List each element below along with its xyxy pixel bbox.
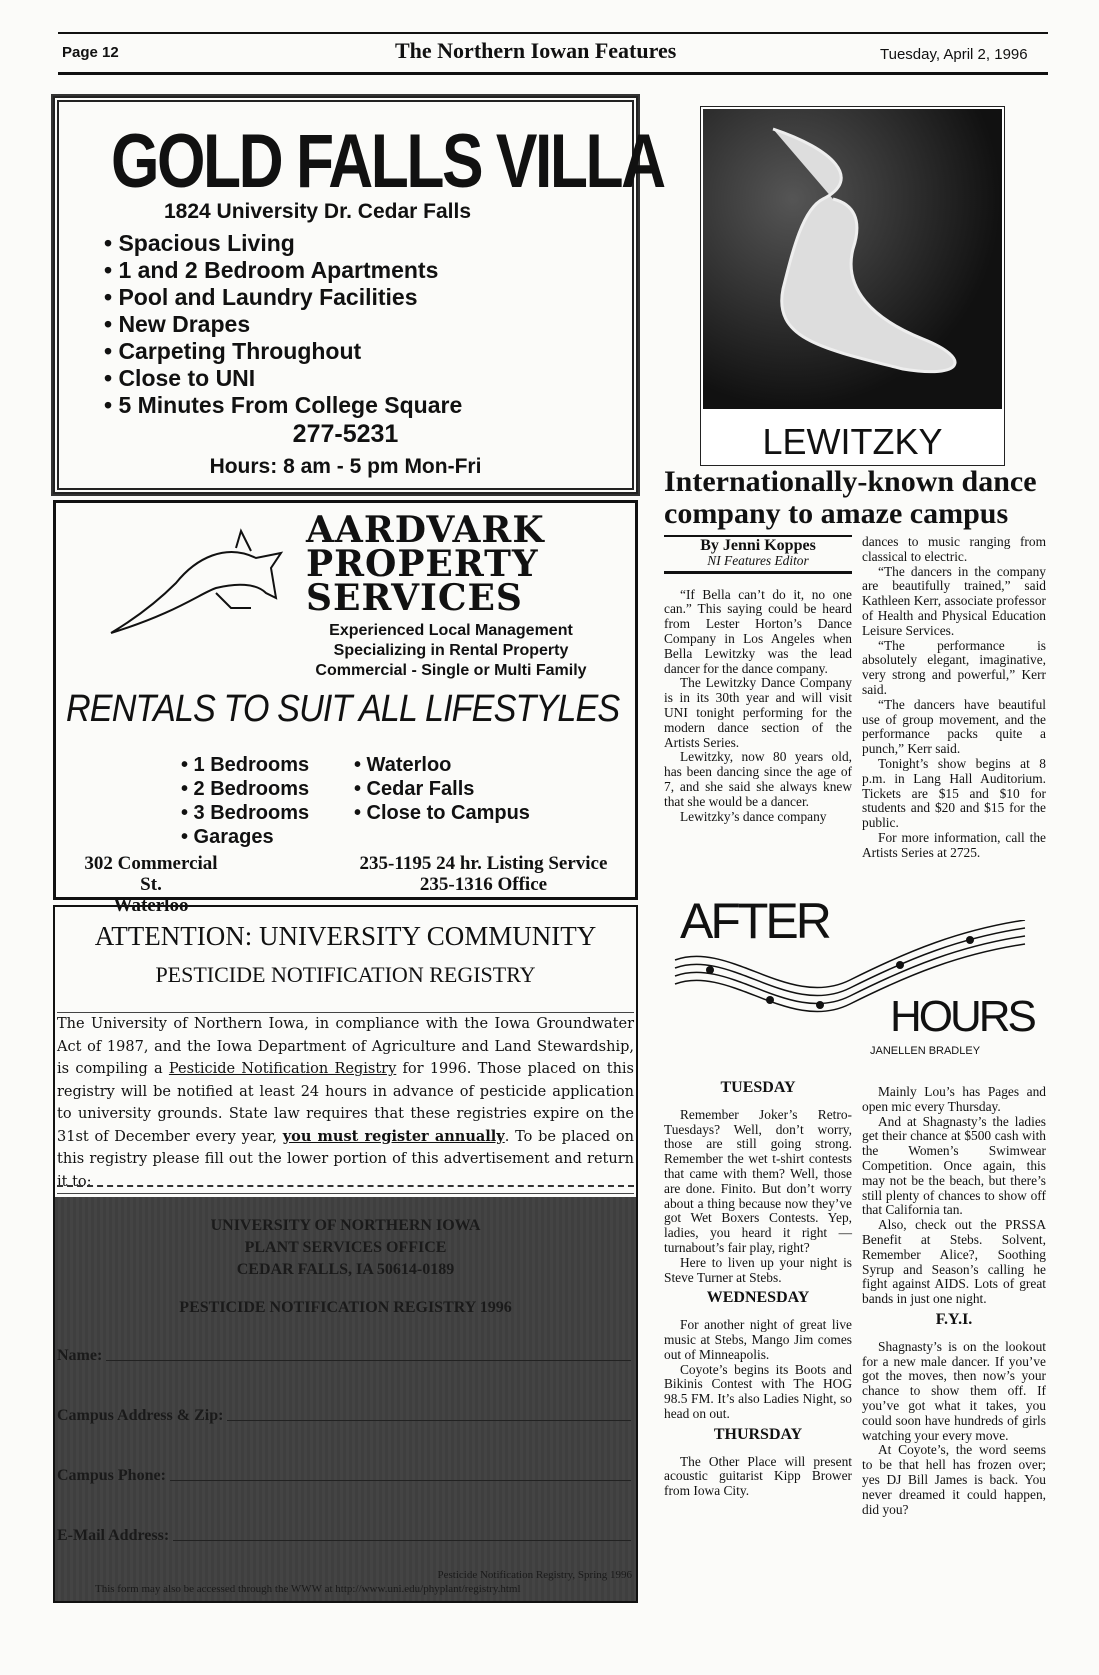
- paragraph: “The dancers have beautiful use of group movement, and the performance packs quite a punch,” Kerr said.: [862, 696, 1046, 757]
- paragraph: “If Bella can’t do it, no one can.” This saying could be heard from Lester Horton’s Dance Company in Los Angeles when Bella Lewitzky was the lead dancer for the dance company.: [664, 586, 852, 676]
- feature-item: • New Drapes: [104, 311, 251, 337]
- bedroom-list: [181, 753, 309, 849]
- email-field[interactable]: [57, 1527, 631, 1545]
- gold-falls-villa-ad: [53, 96, 664, 494]
- ad-title: ATTENTION: UNIVERSITY COMMUNITY: [94, 921, 597, 951]
- field-label: E-Mail Address:: [57, 1527, 170, 1544]
- address-line: Waterloo: [113, 895, 189, 916]
- body-text: The University of Northern Iowa, in compliance with the Iowa Groundwater Act of 1987, and the Iowa Department of Agriculture and Land Stewardship, is compiling a: [57, 1016, 634, 1077]
- address-line: 302 Commercial St.: [84, 853, 218, 895]
- name-line: PROPERTY: [306, 543, 539, 585]
- location-list: [354, 753, 530, 825]
- list-item: • Close to Campus: [354, 802, 530, 824]
- day-heading: THURSDAY: [713, 1425, 803, 1443]
- ad-hours: Hours: 8 am - 5 pm Mon-Fri: [209, 455, 482, 478]
- byline: [664, 535, 852, 574]
- header-rule: [58, 72, 1048, 75]
- after-hours-logo: [670, 893, 1034, 1065]
- name-line: AARDVARK: [306, 509, 545, 551]
- feature-item: • 5 Minutes From College Square: [104, 392, 463, 418]
- form-title: PESTICIDE NOTIFICATION REGISTRY 1996: [179, 1299, 512, 1316]
- photo-caption: LEWITZKY: [762, 421, 943, 462]
- ad-body: [57, 1012, 634, 1194]
- ad-address: 1824 University Dr. Cedar Falls: [164, 200, 471, 223]
- page-number: Page 12: [62, 44, 119, 61]
- aardvark-illustration-icon: [106, 523, 286, 643]
- paragraph: Tonight’s show begins at 8 p.m. in Lang Hall Auditorium. Tickets are $15 and $10 for students and $20 and $15 for the public.: [862, 755, 1046, 831]
- name-field[interactable]: [57, 1347, 631, 1365]
- author-title: NI Features Editor: [707, 552, 809, 568]
- paragraph: Coyote’s begins its Boots and Bikinis Contest with The HOG 98.5 FM. It’s also Ladies Night, so head on out.: [664, 1361, 852, 1421]
- paragraph: For another night of great live music at Stebs, Mango Jim comes out of Minneapolis.: [664, 1317, 852, 1362]
- address-line: CEDAR FALLS, IA 50614-0189: [236, 1261, 455, 1278]
- field-label: Name:: [57, 1347, 103, 1364]
- address-line: UNIVERSITY OF NORTHERN IOWA: [210, 1217, 481, 1234]
- ad-phone: 277-5231: [292, 420, 399, 448]
- paragraph: Mainly Lou’s has Pages and open mic every Thursday.: [862, 1084, 1046, 1114]
- dancer-silhouette-icon: [703, 109, 1003, 409]
- aardvark-property-ad: [53, 500, 638, 916]
- day-heading: TUESDAY: [720, 1079, 796, 1096]
- form-address: [55, 1215, 636, 1281]
- top-rule: [58, 32, 1048, 34]
- tagline-line: Specializing in Rental Property: [333, 642, 569, 659]
- ad-title: GOLD FALLS VILLA: [111, 119, 664, 204]
- name-line: SERVICES: [306, 577, 523, 619]
- section-title: The Northern Iowan Features: [395, 38, 677, 63]
- paragraph: Lewitzky’s dance company: [680, 808, 827, 824]
- paragraph: dances to music ranging from classical to electric.: [862, 534, 1046, 564]
- body-text: for 1996. Those placed on this registry will be notified at least 24 hours in advance of pesticide application to university grounds. State law requires that these registries expire on the 31st of December every year,: [57, 1061, 634, 1145]
- list-item: • 2 Bedrooms: [181, 778, 310, 800]
- paragraph: Shagnasty’s is on the lookout for a new male dancer. If you’ve got the moves, then now’s your chance to show them off. If you’ve got what it takes, you could soon have hundreds of girls watching your every move.: [862, 1338, 1046, 1443]
- company-phones: [336, 853, 631, 895]
- list-item: • Waterloo: [354, 754, 452, 776]
- company-name: [306, 509, 545, 619]
- feature-item: • 1 and 2 Bedroom Apartments: [104, 257, 439, 283]
- emphasis: you must register annually: [282, 1127, 505, 1145]
- article-column-1: [664, 535, 852, 824]
- author-name: By Jenni Koppes: [700, 537, 816, 554]
- paragraph: “The dancers in the company are beautifully trained,” said Kathleen Kerr, associate professor of Health and Physical Education Leisure Services.: [862, 563, 1046, 638]
- campus-phone-field[interactable]: [57, 1467, 631, 1485]
- address-line: PLANT SERVICES OFFICE: [244, 1239, 447, 1256]
- campus-address-field[interactable]: [57, 1407, 631, 1425]
- field-label: Campus Address & Zip:: [57, 1407, 224, 1424]
- web-note: This form may also be accessed through the WWW at http://www.uni.edu/phyplant/registry.html: [95, 1583, 521, 1595]
- list-item: • Garages: [181, 826, 274, 848]
- paragraph: The Lewitzky Dance Company is in its 30th year and will visit UNI tonight performing for the modern dance section of the Artists Series.: [664, 675, 852, 750]
- phone-line: 235-1316 Office: [419, 874, 548, 895]
- day-heading: F.Y.I.: [935, 1310, 973, 1328]
- article-headline: Internationally-known dance company to amaze campus: [664, 465, 1037, 530]
- ad-subtitle: PESTICIDE NOTIFICATION REGISTRY: [155, 962, 536, 987]
- company-tagline: [266, 621, 636, 681]
- tagline-line: Experienced Local Management: [329, 622, 573, 639]
- list-item: • 1 Bedrooms: [181, 754, 310, 776]
- list-item: • 3 Bedrooms: [181, 802, 310, 824]
- after-hours-column-2: [862, 1085, 1046, 1517]
- paragraph: Also, check out the PRSSA Benefit at Stebs. Solvent, Remember Alice?, Soothing Syrup and Season’s calling he fight against AIDS. Lots of great bands in just one night.: [862, 1217, 1046, 1307]
- feature-item: • Carpeting Throughout: [104, 338, 362, 364]
- paragraph: Remember Joker’s Retro-Tuesdays? Well, don’t worry, those are still going strong. Remember the wet t-shirt contests that came with them? Well, those are done. Finito. But don’t worry about a thing because now they’ve got Wet Boxers Contests. Yep, ladies, you heard it right — turnabout’s fair play, right?: [664, 1106, 852, 1255]
- cut-line: [57, 1185, 634, 1187]
- paragraph: Lewitzky, now 80 years old, has been dancing since the age of 7, and she said she always knew that she would be a dancer.: [664, 749, 852, 809]
- pesticide-registry-ad: [53, 905, 638, 1603]
- phone-line: 235-1195 24 hr. Listing Service: [359, 853, 608, 874]
- article-column-2: [862, 535, 1046, 861]
- slogan: RENTALS TO SUIT ALL LIFESTYLES: [66, 688, 620, 730]
- column-author: JANELLEN BRADLEY: [870, 1045, 981, 1057]
- registry-name: Pesticide Notification Registry: [168, 1061, 397, 1077]
- paragraph: For more information, call the Artists Series at 2725.: [862, 829, 1046, 860]
- paragraph: At Coyote’s, the word seems to be that hell has frozen over; yes DJ Bill James is back. You never dreamed it could happen, did you?: [862, 1442, 1046, 1517]
- logo-hours: HOURS: [890, 992, 1034, 1041]
- logo-after: AFTER: [680, 893, 829, 949]
- feature-item: • Close to UNI: [104, 365, 256, 391]
- issue-date: Tuesday, April 2, 1996: [880, 46, 1028, 63]
- lewitzky-photo: [700, 106, 1005, 466]
- paragraph: Here to liven up your night is Steve Turner at Stebs.: [664, 1254, 852, 1285]
- paragraph: “The performance is absolutely elegant, imaginative, very strong and powerful,” Kerr said.: [862, 637, 1046, 697]
- feature-item: • Spacious Living: [104, 230, 295, 256]
- feature-item: • Pool and Laundry Facilities: [104, 284, 418, 310]
- paragraph: And at Shagnasty’s the ladies get their chance at $500 cash with the Women’s Swimwear Competition. Once again, this may not be the beach, but there’s still plenty of chances to show off that California tan.: [862, 1113, 1046, 1218]
- dancer-image: [703, 109, 1002, 409]
- paragraph: The Other Place will present acoustic guitarist Kipp Brower from Iowa City.: [664, 1453, 852, 1499]
- day-heading: WEDNESDAY: [706, 1289, 810, 1307]
- after-hours-column-1: [664, 1075, 852, 1499]
- tagline-line: Commercial - Single or Multi Family: [315, 662, 587, 679]
- feature-list: [104, 230, 462, 419]
- registration-form: [55, 1197, 636, 1601]
- list-item: • Cedar Falls: [354, 778, 475, 800]
- field-label: Campus Phone:: [57, 1467, 166, 1484]
- body-text: . To be placed on this registry please fill out the lower portion of this advertisement and return it to:: [57, 1128, 634, 1190]
- form-footer: Pesticide Notification Registry, Spring 1996: [437, 1569, 632, 1581]
